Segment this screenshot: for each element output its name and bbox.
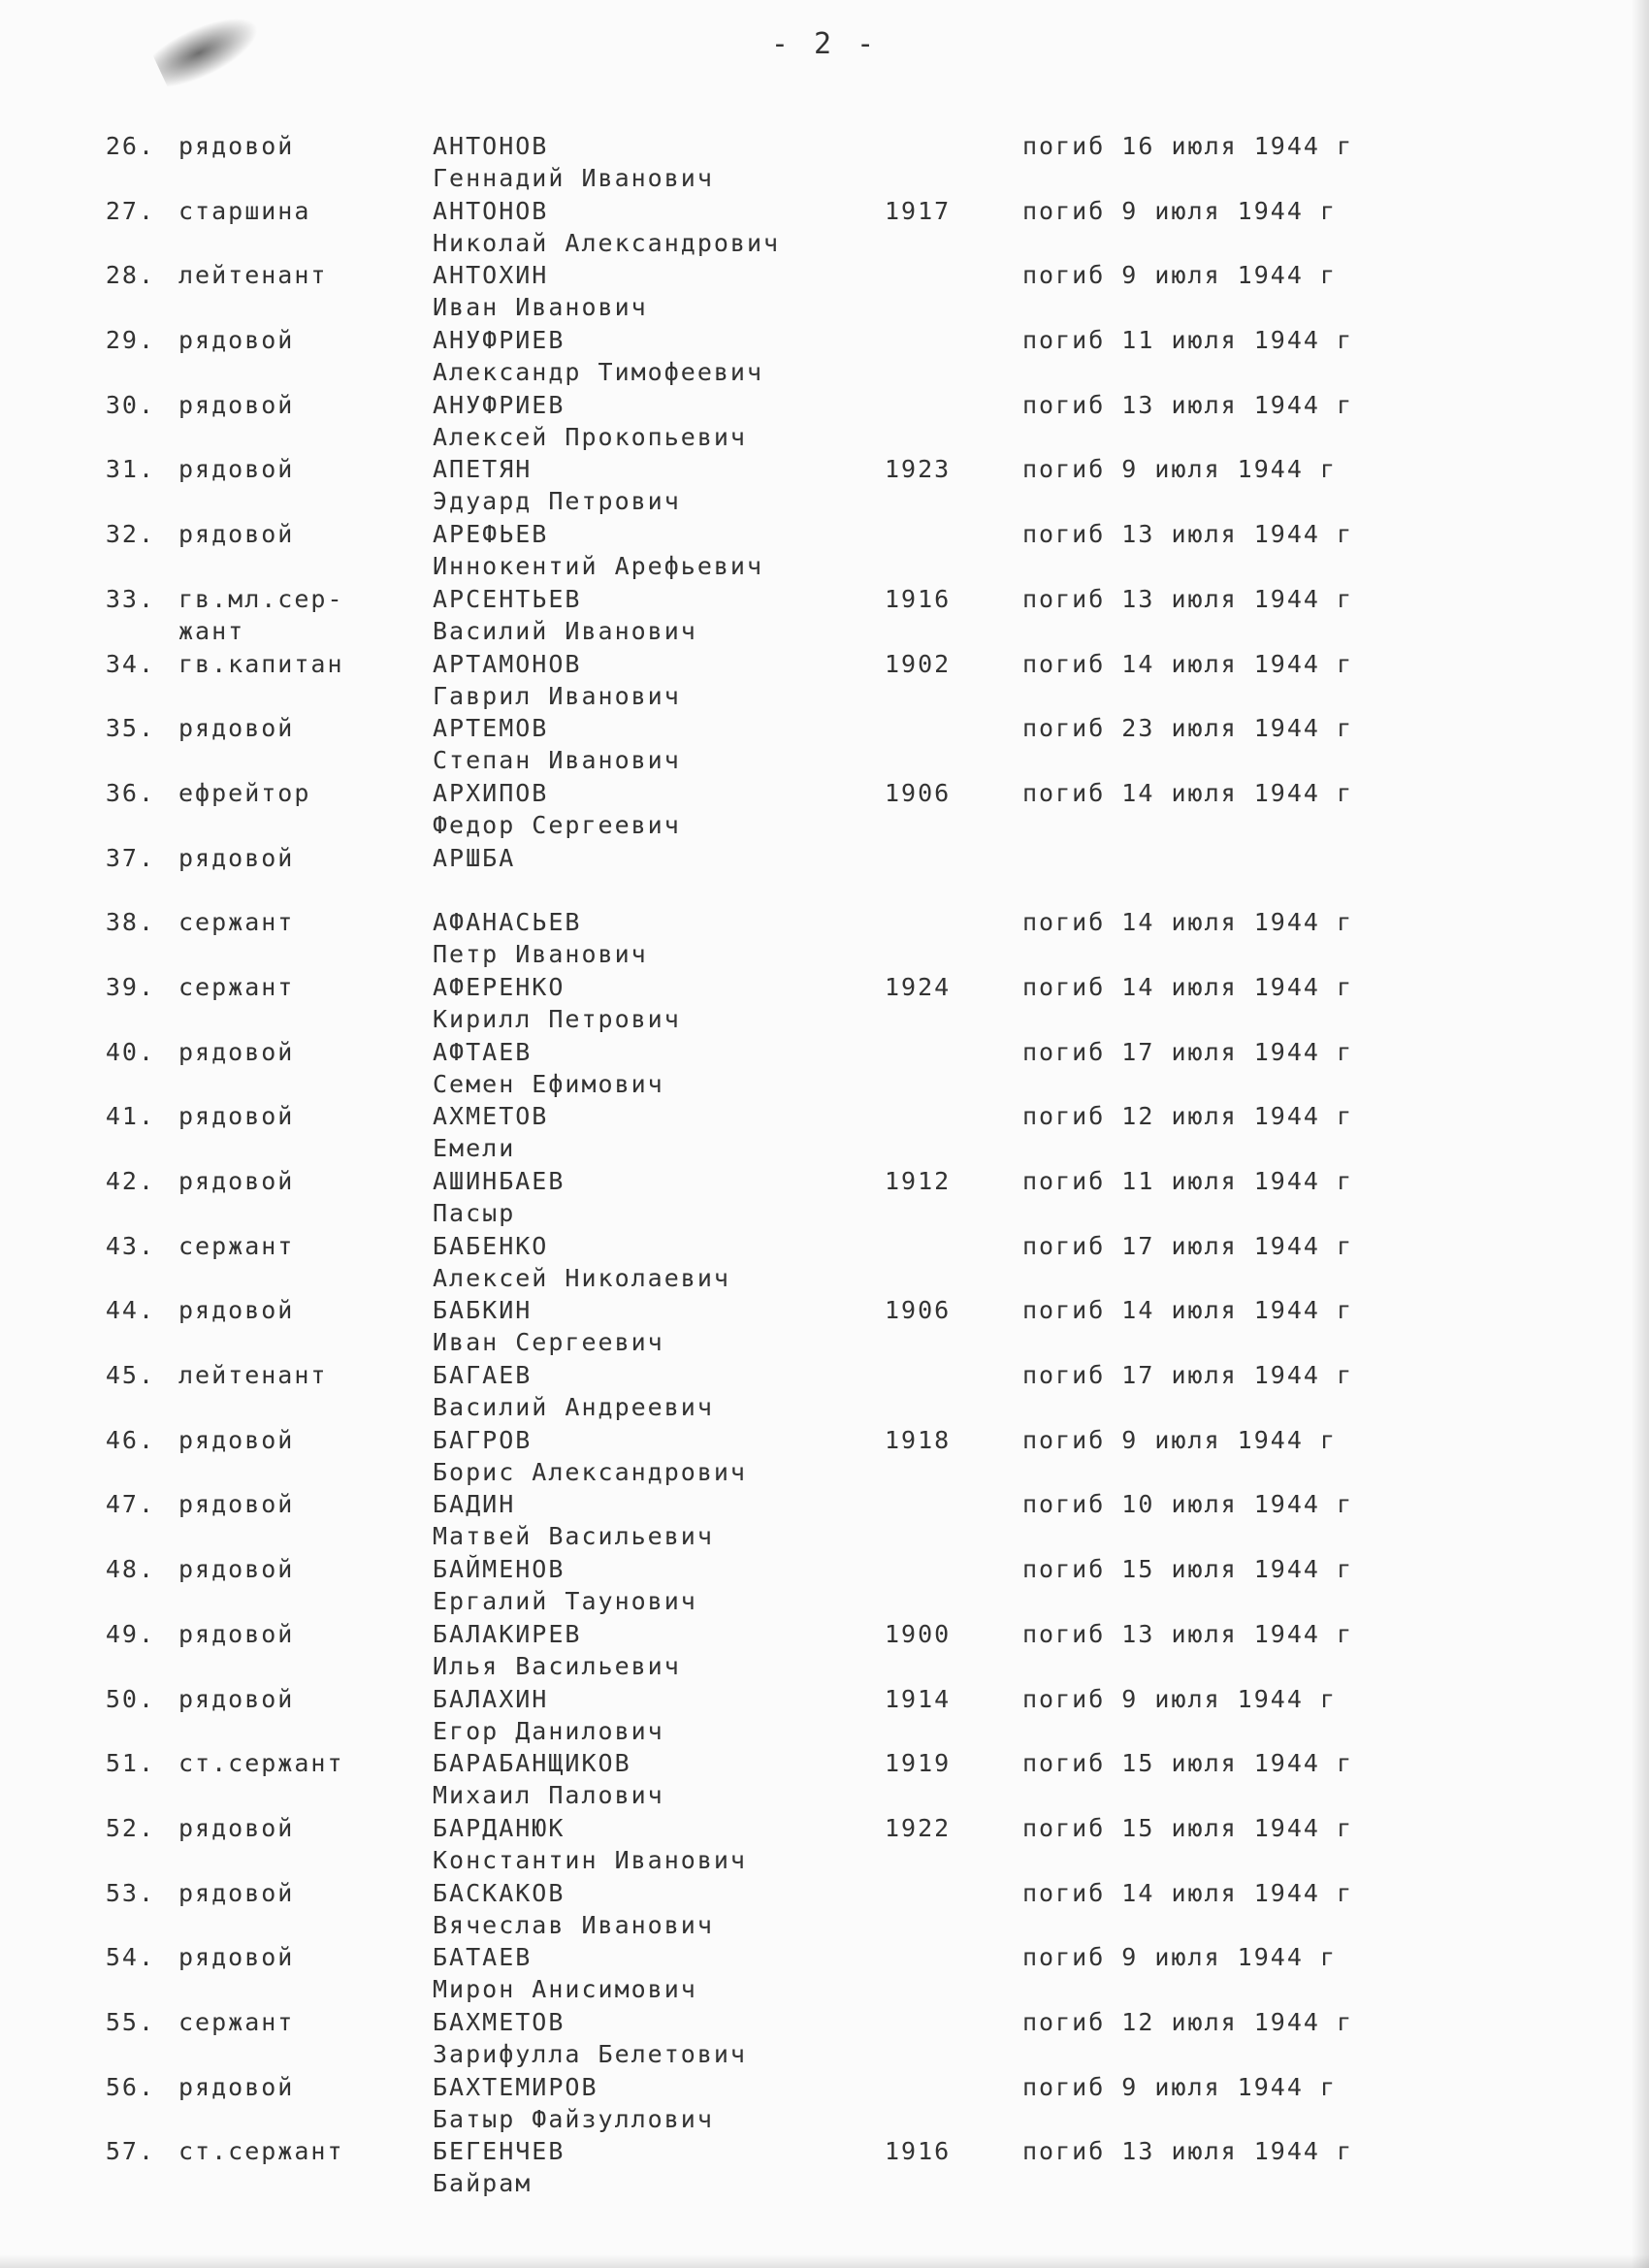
entry-death-date: погиб 17 июля 1944 г [1022,1361,1354,1390]
entry-given-names: Алексей Прокопьевич [433,422,747,451]
entry-rank: рядовой [178,1425,295,1454]
entry-number: 26. [105,132,155,160]
scan-edge-shadow [1632,0,1649,2268]
entry-rank: рядовой [178,326,295,355]
list-item [0,1426,1649,1491]
entry-rank: старшина [178,196,311,225]
list-item [0,1943,1649,2008]
list-item [0,1685,1649,1750]
entry-number: 46. [105,1425,155,1454]
entry-rank: сержант [178,908,295,937]
list-item [0,391,1649,456]
entry-surname: БАРАБАНЩИКОВ [433,1749,631,1778]
entry-number: 53. [105,1878,155,1907]
entry-birth-year: 1914 [885,1684,952,1713]
list-item [0,844,1649,909]
entry-number: 36. [105,778,155,807]
list-item [0,908,1649,973]
list-item [0,650,1649,715]
list-item [0,973,1649,1038]
list-item [0,1102,1649,1167]
list-item [0,1620,1649,1685]
entry-rank: рядовой [178,2072,295,2101]
entry-death-date: погиб 13 июля 1944 г [1022,584,1354,613]
entry-surname: БАГАЕВ [433,1361,533,1390]
entry-death-date: погиб 13 июля 1944 г [1022,520,1354,549]
entry-death-date: погиб 17 июля 1944 г [1022,1037,1354,1066]
entry-number: 31. [105,455,155,484]
entry-birth-year: 1919 [885,1749,952,1778]
list-item [0,1555,1649,1620]
entry-surname: БАХМЕТОВ [433,2007,566,2036]
list-item [0,2073,1649,2138]
entry-death-date: погиб 15 июля 1944 г [1022,1555,1354,1584]
entry-death-date: погиб 10 июля 1944 г [1022,1490,1354,1519]
entry-death-date: погиб 9 июля 1944 г [1022,1684,1337,1713]
entry-death-date: погиб 14 июля 1944 г [1022,1296,1354,1325]
list-item [0,197,1649,262]
entry-number: 42. [105,1167,155,1195]
entry-birth-year: 1916 [885,584,952,613]
entry-rank: рядовой [178,1813,295,1842]
entry-given-names: Константин Иванович [433,1845,747,1874]
entry-surname: БАДИН [433,1490,516,1519]
entry-number: 50. [105,1684,155,1713]
entry-given-names: Геннадий Иванович [433,164,714,192]
entry-death-date: погиб 9 июля 1944 г [1022,261,1337,290]
entry-birth-year: 1918 [885,1425,952,1454]
entry-given-names: Эдуард Петрович [433,487,681,516]
entry-given-names: Николай Александрович [433,228,781,257]
entry-birth-year: 1900 [885,1619,952,1648]
entry-rank: рядовой [178,520,295,549]
entry-death-date: погиб 9 июля 1944 г [1022,1425,1337,1454]
entry-number: 44. [105,1296,155,1325]
entry-number: 27. [105,196,155,225]
entry-rank: рядовой [178,1102,295,1131]
entry-rank: рядовой [178,1490,295,1519]
entry-surname: БАХТЕМИРОВ [433,2072,598,2101]
entry-given-names: Борис Александрович [433,1457,747,1486]
list-item [0,779,1649,844]
entry-number: 40. [105,1037,155,1066]
entry-number: 41. [105,1102,155,1131]
entry-number: 43. [105,1231,155,1260]
entry-number: 47. [105,1490,155,1519]
entry-death-date: погиб 11 июля 1944 г [1022,326,1354,355]
entry-number: 38. [105,908,155,937]
list-item [0,326,1649,391]
entry-number: 35. [105,714,155,743]
list-item [0,1296,1649,1361]
scan-bottom-shadow [0,2254,1649,2268]
list-item [0,1490,1649,1555]
entry-number: 33. [105,584,155,613]
entry-number: 37. [105,843,155,872]
entry-rank: гв.мл.сер- [178,584,344,613]
entry-given-names: Федор Сергеевич [433,810,681,839]
entry-given-names: Михаил Палович [433,1781,664,1810]
entry-surname: АНУФРИЕВ [433,390,566,419]
entry-given-names: Пасыр [433,1199,516,1227]
entry-number: 56. [105,2072,155,2101]
entry-death-date: погиб 14 июля 1944 г [1022,778,1354,807]
entry-death-date: погиб 9 июля 1944 г [1022,1943,1337,1972]
list-item [0,2137,1649,2202]
entry-given-names: Семен Ефимович [433,1069,664,1098]
entry-rank: рядовой [178,132,295,160]
list-item [0,1232,1649,1297]
entry-death-date: погиб 16 июля 1944 г [1022,132,1354,160]
entry-given-names: Илья Васильевич [433,1651,681,1680]
entry-rank: лейтенант [178,261,328,290]
entry-birth-year: 1906 [885,778,952,807]
entry-given-names: Гаврил Иванович [433,681,681,710]
entry-number: 39. [105,972,155,1001]
entry-surname: АПЕТЯН [433,455,533,484]
entry-surname: АРТЕМОВ [433,714,549,743]
list-item [0,1814,1649,1879]
list-item [0,714,1649,779]
list-item [0,1749,1649,1814]
entry-death-date: погиб 9 июля 1944 г [1022,455,1337,484]
list-item [0,585,1649,650]
entry-number: 29. [105,326,155,355]
list-item [0,1879,1649,1944]
casualty-list [0,132,1649,2202]
entry-rank: рядовой [178,1878,295,1907]
entry-surname: БАРДАНЮК [433,1813,566,1842]
entry-given-names: Батыр Файзуллович [433,2104,714,2133]
entry-rank: гв.капитан [178,649,344,678]
entry-surname: АФАНАСЬЕВ [433,908,582,937]
entry-rank: рядовой [178,390,295,419]
entry-rank: лейтенант [178,1361,328,1390]
entry-death-date: погиб 9 июля 1944 г [1022,2072,1337,2101]
entry-rank: сержант [178,2007,295,2036]
entry-number: 48. [105,1555,155,1584]
entry-death-date: погиб 14 июля 1944 г [1022,972,1354,1001]
entry-surname: АНТОХИН [433,261,549,290]
entry-number: 28. [105,261,155,290]
entry-surname: АНТОНОВ [433,132,549,160]
page-number: - 2 - [770,27,879,61]
entry-death-date: погиб 13 июля 1944 г [1022,2137,1354,2166]
entry-surname: АХМЕТОВ [433,1102,549,1131]
entry-surname: БАБКИН [433,1296,533,1325]
entry-surname: БАСКАКОВ [433,1878,566,1907]
entry-number: 55. [105,2007,155,2036]
entry-number: 54. [105,1943,155,1972]
entry-rank: рядовой [178,455,295,484]
entry-death-date: погиб 14 июля 1944 г [1022,908,1354,937]
entry-rank: ефрейтор [178,778,311,807]
entry-rank: ст.сержант [178,1749,344,1778]
entry-given-names: Байрам [433,2169,533,2198]
entry-birth-year: 1902 [885,649,952,678]
entry-surname: БАЙМЕНОВ [433,1555,566,1584]
entry-surname: БАБЕНКО [433,1231,549,1260]
entry-surname: АРХИПОВ [433,778,549,807]
entry-rank: рядовой [178,1296,295,1325]
entry-number: 34. [105,649,155,678]
entry-surname: БАГРОВ [433,1425,533,1454]
entry-death-date: погиб 23 июля 1944 г [1022,714,1354,743]
entry-rank: рядовой [178,1619,295,1648]
entry-death-date: погиб 11 июля 1944 г [1022,1167,1354,1195]
entry-surname: АНУФРИЕВ [433,326,566,355]
entry-birth-year: 1922 [885,1813,952,1842]
list-item [0,261,1649,326]
entry-death-date: погиб 12 июля 1944 г [1022,2007,1354,2036]
entry-death-date: погиб 9 июля 1944 г [1022,196,1337,225]
list-item [0,1167,1649,1232]
list-item [0,520,1649,585]
entry-rank: рядовой [178,843,295,872]
entry-surname: АРЕФЬЕВ [433,520,549,549]
list-item [0,2008,1649,2073]
list-item [0,132,1649,197]
entry-given-names: Матвей Васильевич [433,1522,714,1551]
entry-death-date: погиб 13 июля 1944 г [1022,390,1354,419]
entry-rank: ст.сержант [178,2137,344,2166]
entry-surname: АШИНБАЕВ [433,1167,566,1195]
entry-given-names: Мирон Анисимович [433,1975,697,2004]
entry-surname: БАЛАХИН [433,1684,549,1713]
entry-given-names: Алексей Николаевич [433,1263,730,1292]
entry-number: 57. [105,2137,155,2166]
list-item [0,1361,1649,1426]
entry-surname: АФЕРЕНКО [433,972,566,1001]
entry-rank: сержант [178,972,295,1001]
entry-rank: рядовой [178,1555,295,1584]
entry-surname: АНТОНОВ [433,196,549,225]
entry-rank: рядовой [178,1037,295,1066]
entry-death-date: погиб 13 июля 1944 г [1022,1619,1354,1648]
entry-given-names: Зарифулла Белетович [433,2039,747,2068]
entry-given-names: Кирилл Петрович [433,1004,681,1033]
entry-number: 52. [105,1813,155,1842]
entry-surname: БЕГЕНЧЕВ [433,2137,566,2166]
entry-number: 49. [105,1619,155,1648]
entry-birth-year: 1917 [885,196,952,225]
entry-number: 51. [105,1749,155,1778]
entry-number: 30. [105,390,155,419]
entry-given-names: Ергалий Таунович [433,1587,697,1616]
entry-given-names: Вячеслав Иванович [433,1910,714,1939]
entry-death-date: погиб 14 июля 1944 г [1022,1878,1354,1907]
entry-surname: БАЛАКИРЕВ [433,1619,582,1648]
entry-death-date: погиб 14 июля 1944 г [1022,649,1354,678]
entry-birth-year: 1916 [885,2137,952,2166]
entry-birth-year: 1923 [885,455,952,484]
entry-birth-year: 1924 [885,972,952,1001]
entry-birth-year: 1912 [885,1167,952,1195]
entry-surname: АРСЕНТЬЕВ [433,584,582,613]
entry-given-names: Василий Андреевич [433,1393,714,1422]
entry-death-date: погиб 15 июля 1944 г [1022,1749,1354,1778]
entry-given-names: Петр Иванович [433,940,648,969]
entry-death-date: погиб 17 июля 1944 г [1022,1231,1354,1260]
entry-number: 45. [105,1361,155,1390]
entry-given-names: Степан Иванович [433,746,681,775]
entry-birth-year: 1906 [885,1296,952,1325]
entry-number: 32. [105,520,155,549]
entry-given-names: Василий Иванович [433,616,697,645]
entry-given-names: Егор Данилович [433,1716,664,1745]
entry-death-date: погиб 12 июля 1944 г [1022,1102,1354,1131]
list-item [0,1038,1649,1103]
entry-rank: рядовой [178,714,295,743]
entry-rank: рядовой [178,1167,295,1195]
entry-surname: АРШБА [433,843,516,872]
entry-surname: АРТАМОНОВ [433,649,582,678]
entry-death-date: погиб 15 июля 1944 г [1022,1813,1354,1842]
entry-rank: рядовой [178,1943,295,1972]
entry-given-names: Иннокентий Арефьевич [433,552,764,581]
entry-given-names: Александр Тимофеевич [433,358,764,387]
entry-surname: АФТАЕВ [433,1037,533,1066]
entry-rank: рядовой [178,1684,295,1713]
entry-given-names: Иван Сергеевич [433,1328,664,1357]
entry-surname: БАТАЕВ [433,1943,533,1972]
list-item [0,455,1649,520]
entry-rank: сержант [178,1231,295,1260]
entry-given-names: Иван Иванович [433,293,648,322]
entry-given-names: Емели [433,1134,516,1163]
entry-rank-continuation: жант [178,616,245,645]
